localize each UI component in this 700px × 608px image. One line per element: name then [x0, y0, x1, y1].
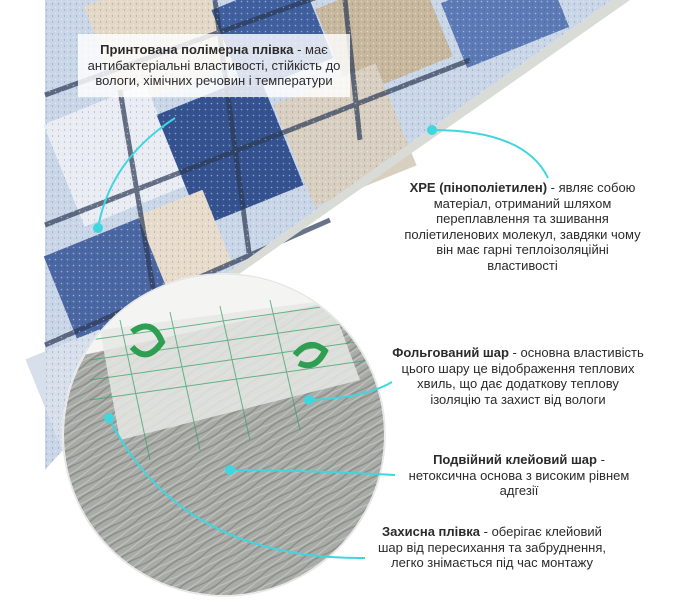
- label-xpe-title: XPE (пінополіетилен): [409, 180, 548, 195]
- label-protective-title: Захисна плівка: [382, 524, 481, 539]
- label-printed-film-title: Принтована полімерна плівка: [100, 42, 294, 57]
- label-protective-desc: - оберігає клейовий шар від пересихання та забруднення, легко знімається під час монтажу: [377, 524, 607, 570]
- label-xpe: [400, 180, 645, 273]
- label-foil-title: Фольгований шар: [392, 345, 509, 360]
- label-foil-layer: [392, 345, 644, 407]
- label-printed-film: [78, 34, 350, 97]
- label-adhesive-title: Подвійний клейовий шар: [433, 452, 597, 467]
- label-protective-film: [368, 524, 616, 571]
- label-foil-desc: - основна властивість цього шару це відображення теплових хвиль, що дає додаткову теплову ізоляцію та захист від вологи: [401, 345, 644, 407]
- label-xpe-desc: - являє собою матеріал, отриманий шляхом переплавлення та зшивання поліетиленових молекул, завдяки чому він має гарні теплоізоляційні властивості: [404, 180, 641, 273]
- label-adhesive-desc: - нетоксична основа з високим рівнем адгезії: [408, 452, 630, 498]
- label-printed-film-desc: - має антибактеріальні властивості, стійкість до вологи, хімічних речовин і температури: [87, 42, 341, 88]
- label-adhesive-layer: [400, 452, 638, 499]
